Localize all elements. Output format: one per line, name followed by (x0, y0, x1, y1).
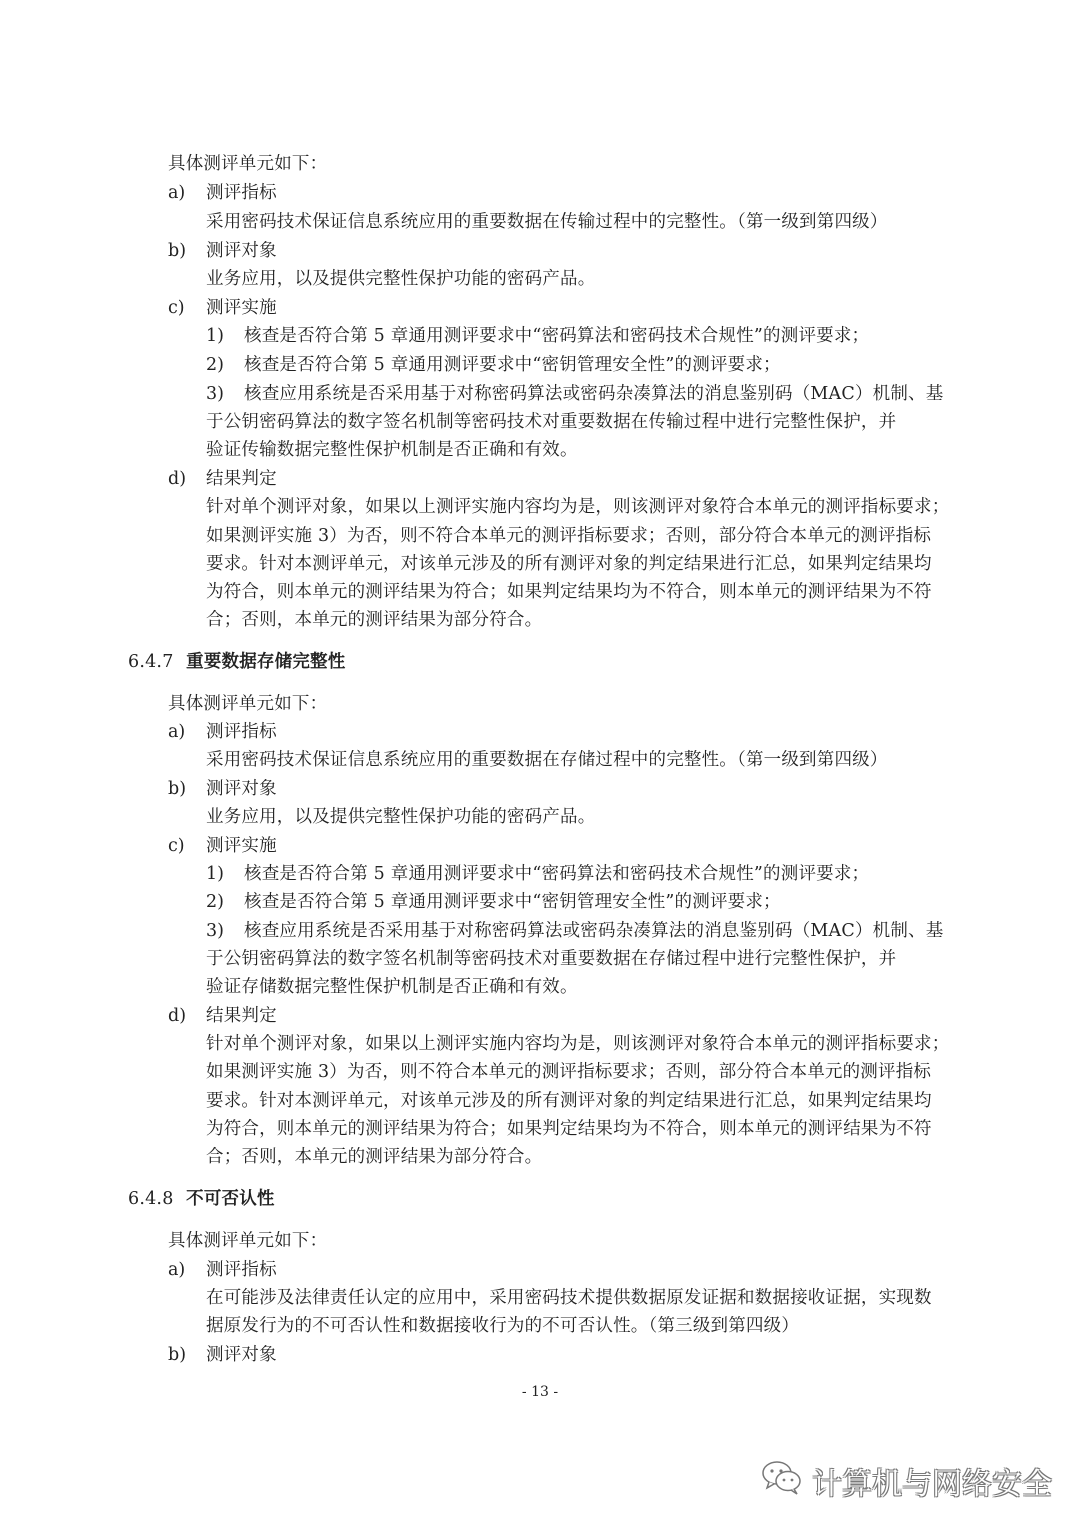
section-number: 6.4.7 (128, 652, 174, 672)
item-label: a) (168, 722, 186, 742)
paragraph-line: 在可能涉及法律责任认定的应用中，采用密码技术提供数据原发证据和数据接收证据，实现数 (206, 1288, 932, 1308)
paragraph-line: 要求。针对本测评单元，对该单元涉及的所有测评对象的判定结果进行汇总，如果判定结果均 (206, 554, 932, 574)
section-number: 6.4.8 (128, 1189, 174, 1209)
paragraph-line: 合；否则，本单元的测评结果为部分符合。 (206, 1147, 543, 1167)
paragraph-line: 要求。针对本测评单元，对该单元涉及的所有测评对象的判定结果进行汇总，如果判定结果均 (206, 1091, 932, 1111)
page-number: - 13 - (521, 1384, 559, 1400)
item-title: 测评指标 (206, 1260, 277, 1280)
item-title: 测评实施 (206, 836, 277, 856)
subitem-number: 1) (206, 326, 224, 346)
section-title: 不可否认性 (186, 1189, 275, 1209)
item-title: 测评指标 (206, 722, 277, 742)
subitem-number: 3) (206, 921, 224, 941)
intro-text: 具体测评单元如下： (168, 1231, 328, 1251)
subitem-text: 核查是否符合第 5 章通用测评要求中“密钥管理安全性”的测评要求； (244, 892, 781, 912)
subitem-number: 1) (206, 864, 224, 884)
subitem-text: 核查应用系统是否采用基于对称密码算法或密码杂凑算法的消息鉴别码（MAC）机制、基 (244, 384, 944, 404)
intro-text: 具体测评单元如下： (168, 694, 328, 714)
item-label: b) (168, 1345, 187, 1365)
paragraph-line: 针对单个测评对象，如果以上测评实施内容均为是，则该测评对象符合本单元的测评指标要求； (206, 497, 950, 517)
paragraph-line: 业务应用，以及提供完整性保护功能的密码产品。 (206, 269, 596, 289)
item-title: 结果判定 (206, 1006, 277, 1026)
item-title: 测评对象 (206, 779, 277, 799)
subitem-number: 3) (206, 384, 224, 404)
subitem-text: 核查应用系统是否采用基于对称密码算法或密码杂凑算法的消息鉴别码（MAC）机制、基 (244, 921, 944, 941)
item-title: 测评实施 (206, 298, 277, 318)
item-label: a) (168, 1260, 186, 1280)
section-heading-6-4-7 (128, 648, 345, 676)
subitem-text: 于公钥密码算法的数字签名机制等密码技术对重要数据在存储过程中进行完整性保护，并 (206, 949, 897, 969)
subitem-text: 核查是否符合第 5 章通用测评要求中“密钥管理安全性”的测评要求； (244, 355, 781, 375)
paragraph-line: 如果测评实施 3）为否，则不符合本单元的测评指标要求；否则，部分符合本单元的测评指标 (206, 526, 932, 546)
paragraph-line: 为符合，则本单元的测评结果为符合；如果判定结果均为不符合，则本单元的测评结果为不符 (206, 582, 932, 602)
item-title: 测评对象 (206, 241, 277, 261)
section-title: 重要数据存储完整性 (186, 652, 346, 672)
subitem-number: 2) (206, 892, 224, 912)
watermark (760, 1456, 1052, 1506)
item-label: d) (168, 1006, 187, 1026)
item-label: c) (168, 836, 185, 856)
intro-text: 具体测评单元如下： (168, 154, 328, 174)
section-heading-6-4-8 (128, 1185, 275, 1213)
subitem-number: 2) (206, 355, 224, 375)
watermark-text: 计算机与网络安全 (812, 1467, 1052, 1502)
subitem-text: 核查是否符合第 5 章通用测评要求中“密码算法和密码技术合规性”的测评要求； (244, 864, 870, 884)
paragraph-line: 如果测评实施 3）为否，则不符合本单元的测评指标要求；否则，部分符合本单元的测评指标 (206, 1062, 932, 1082)
item-title: 测评对象 (206, 1345, 277, 1365)
paragraph-line: 采用密码技术保证信息系统应用的重要数据在存储过程中的完整性。（第一级到第四级） (206, 750, 888, 770)
item-label: b) (168, 241, 187, 261)
paragraph-line: 为符合，则本单元的测评结果为符合；如果判定结果均为不符合，则本单元的测评结果为不符 (206, 1119, 932, 1139)
item-label: d) (168, 469, 187, 489)
paragraph-line: 针对单个测评对象，如果以上测评实施内容均为是，则该测评对象符合本单元的测评指标要求； (206, 1034, 950, 1054)
item-title: 测评指标 (206, 183, 277, 203)
item-label: a) (168, 183, 186, 203)
subitem-text: 验证存储数据完整性保护机制是否正确和有效。 (206, 977, 578, 997)
paragraph-line: 合；否则，本单元的测评结果为部分符合。 (206, 610, 543, 630)
item-label: c) (168, 298, 185, 318)
item-label: b) (168, 779, 187, 799)
subitem-text: 于公钥密码算法的数字签名机制等密码技术对重要数据在传输过程中进行完整性保护，并 (206, 412, 897, 432)
subitem-text: 核查是否符合第 5 章通用测评要求中“密码算法和密码技术合规性”的测评要求； (244, 326, 870, 346)
paragraph-line: 据原发行为的不可否认性和数据接收行为的不可否认性。（第三级到第四级） (206, 1316, 800, 1336)
subitem-text: 验证传输数据完整性保护机制是否正确和有效。 (206, 440, 578, 460)
paragraph-line: 采用密码技术保证信息系统应用的重要数据在传输过程中的完整性。（第一级到第四级） (206, 212, 888, 232)
item-title: 结果判定 (206, 469, 277, 489)
wechat-icon (760, 1457, 804, 1505)
paragraph-line: 业务应用，以及提供完整性保护功能的密码产品。 (206, 807, 596, 827)
